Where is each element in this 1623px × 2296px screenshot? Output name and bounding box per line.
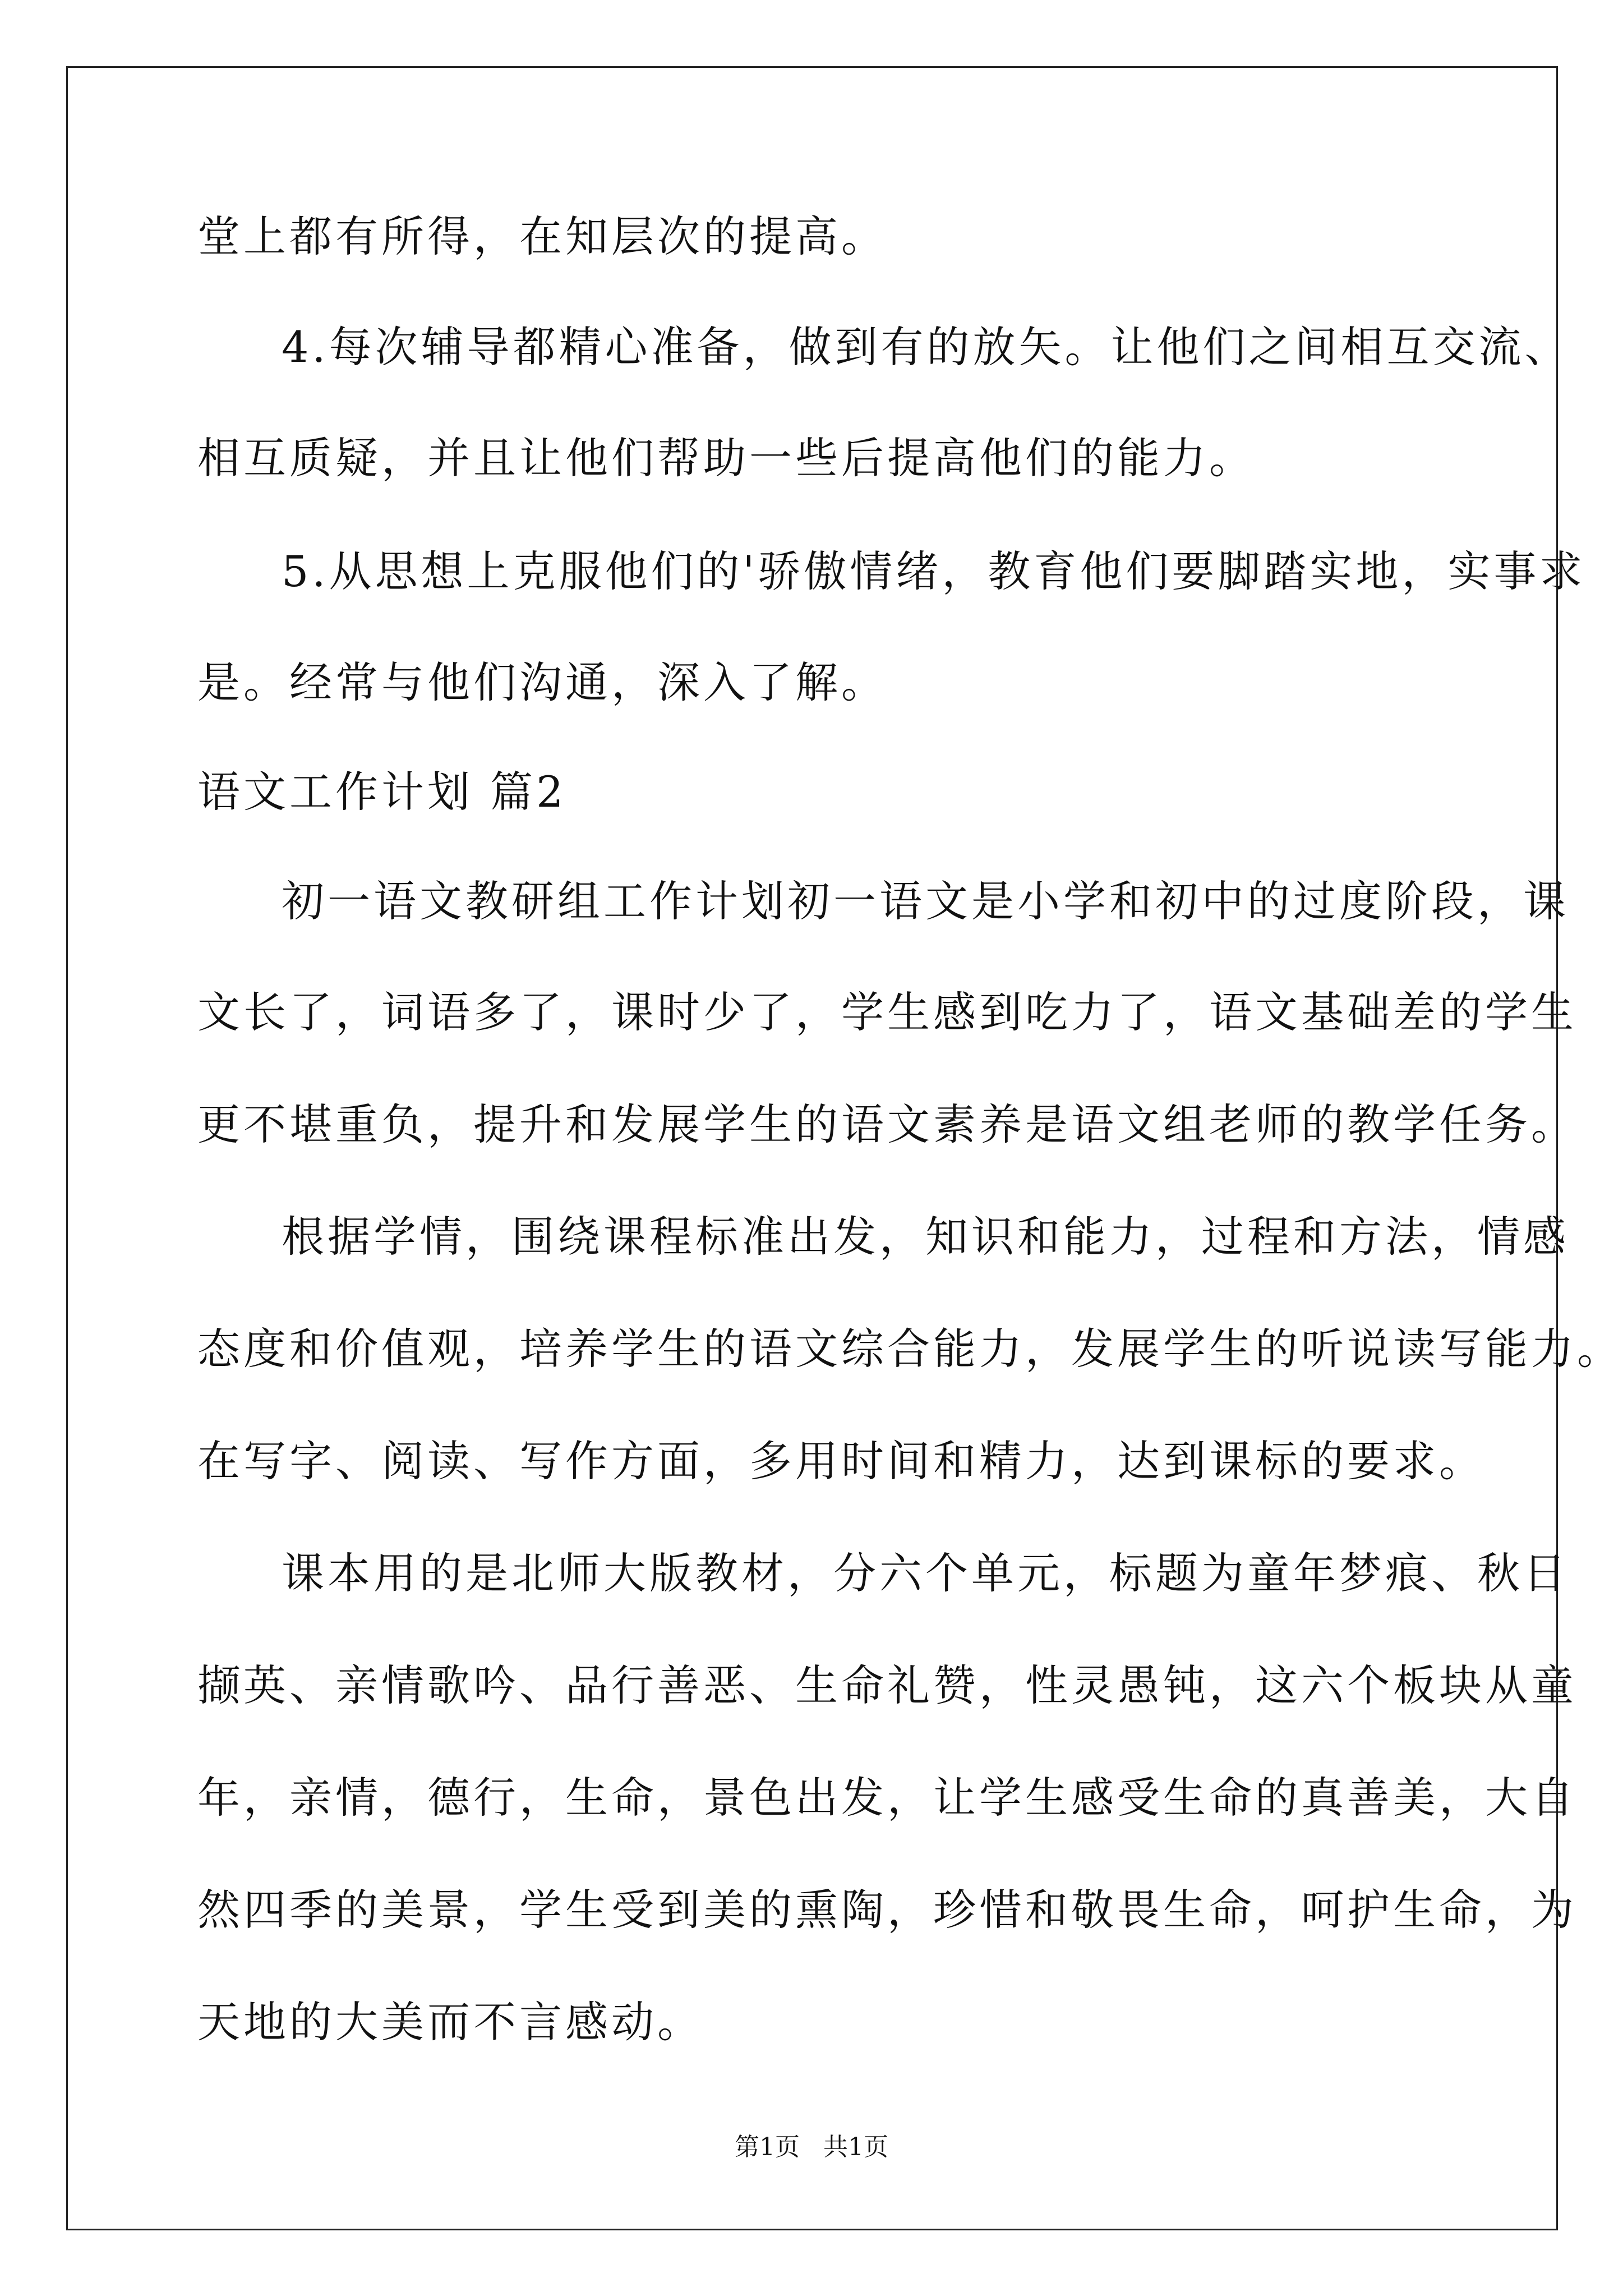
- paragraph-line: 5.从思想上克服他们的'骄傲情绪，教育他们要脚踏实地，实事求: [282, 546, 1586, 596]
- text-line: 然四季的美景，学生受到美的熏陶，珍惜和敬畏生命，呵护生命，为: [197, 1885, 1577, 1935]
- text-line: 相互质疑，并且让他们帮助一些后提高他们的能力。: [197, 433, 1255, 483]
- text-line: 年，亲情，德行，生命，景色出发，让学生感受生命的真善美，大自: [197, 1773, 1577, 1823]
- paragraph-line: 初一语文教研组工作计划初一语文是小学和初中的过度阶段，课: [282, 876, 1569, 926]
- text-line: 文长了，词语多了，课时少了，学生感到吃力了，语文基础差的学生: [197, 987, 1577, 1037]
- text-line: 天地的大美而不言感动。: [197, 1997, 703, 2047]
- paragraph-line: 根据学情，围绕课程标准出发，知识和能力，过程和方法，情感: [282, 1212, 1569, 1262]
- section-heading: 语文工作计划 篇2: [197, 767, 567, 817]
- text-line: 是。经常与他们沟通，深入了解。: [197, 657, 887, 707]
- text-line: 在写字、阅读、写作方面，多用时间和精力，达到课标的要求。: [197, 1436, 1485, 1486]
- paragraph-line: 课本用的是北师大版教材，分六个单元，标题为童年梦痕、秋日: [282, 1548, 1569, 1598]
- page-total: 共1页: [823, 2133, 888, 2161]
- page-footer: [0, 2131, 1623, 2164]
- text-line: 态度和价值观，培养学生的语文综合能力，发展学生的听说读写能力。: [197, 1324, 1623, 1374]
- page-number: 第1页: [735, 2133, 800, 2161]
- text-line: 撷英、亲情歌吟、品行善恶、生命礼赞，性灵愚钝，这六个板块从童: [197, 1660, 1577, 1710]
- paragraph-line: 4.每次辅导都精心准备，做到有的放矢。让他们之间相互交流、: [282, 322, 1571, 372]
- text-line: 更不堪重负，提升和发展学生的语文素养是语文组老师的教学任务。: [197, 1099, 1577, 1149]
- text-line: 堂上都有所得，在知层次的提高。: [197, 211, 887, 261]
